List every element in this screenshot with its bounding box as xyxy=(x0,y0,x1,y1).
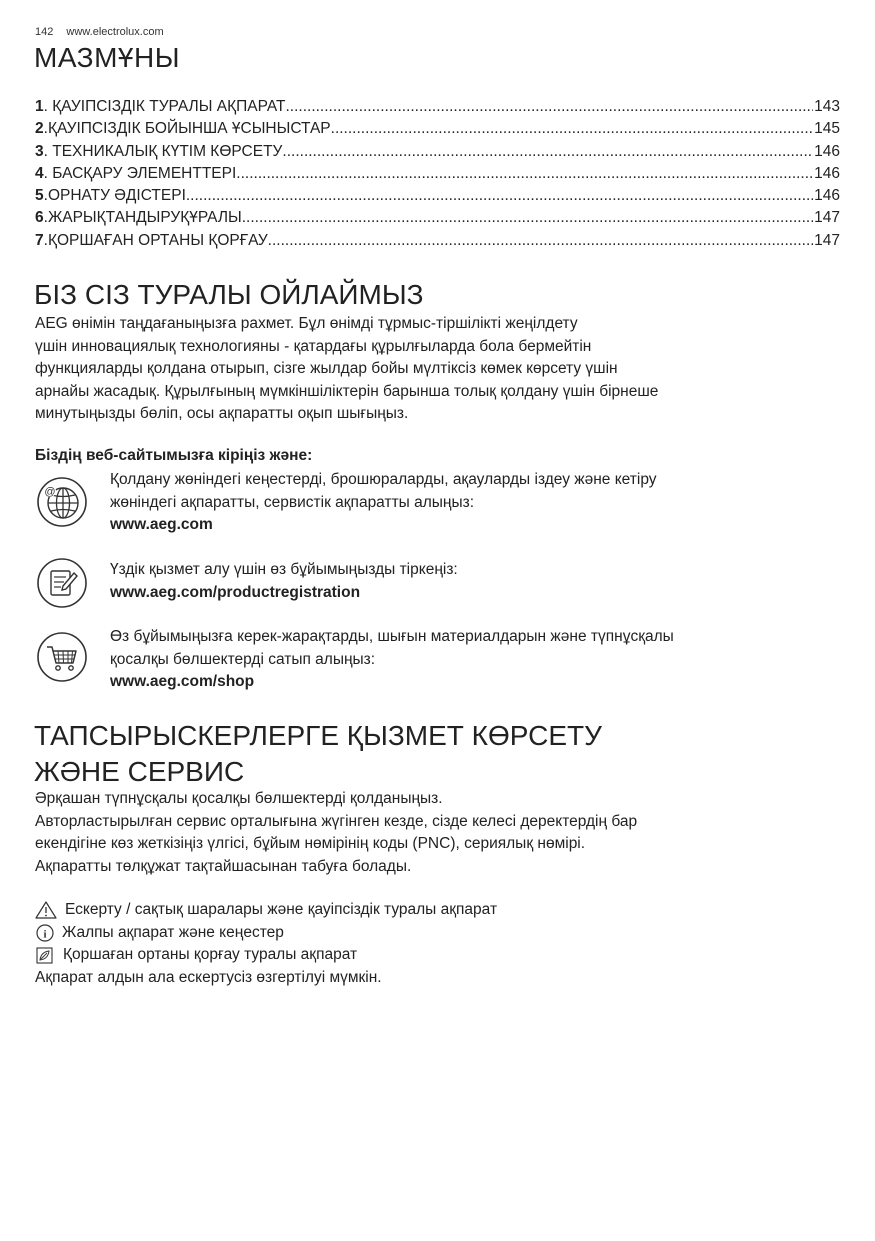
shop-link[interactable]: www.aeg.com/shop xyxy=(110,673,255,690)
aeg-website-link[interactable]: www.aeg.com xyxy=(110,516,213,533)
service-line: Әрқашан түпнұсқалы қосалқы бөлшектерді қолданыңыз. xyxy=(35,790,443,807)
shopping-cart-icon xyxy=(36,631,88,683)
legend-text: Жалпы ақпарат және кеңестер xyxy=(62,923,284,941)
table-of-contents xyxy=(35,96,840,252)
toc-page: 146 xyxy=(814,142,840,160)
legend-text: Қоршаған ортаны қорғау туралы ақпарат xyxy=(63,946,358,964)
toc-label: ҚАУІПСІЗДІК ТУРАЛЫ АҚПАРАТ xyxy=(52,98,286,115)
toc-separator: . xyxy=(43,231,48,249)
toc-page: 143 xyxy=(814,98,840,115)
service-line: Ақпаратты төлқұжат тақтайшасынан табуға болады. xyxy=(35,857,412,875)
intro-line: функцияларды қолдана отырып, сізге жылдар бойы мүлтіксіз көмек көрсету үшін xyxy=(35,360,618,378)
toc-leader xyxy=(242,207,813,229)
intro-line: AEG өнімін таңдағаныңызға рахмет. Бұл өнімді тұрмыс-тіршілікті жеңілдету xyxy=(35,315,578,332)
symbol-legend xyxy=(35,899,497,989)
toc-separator: . xyxy=(43,209,48,227)
toc-number: 6 xyxy=(35,209,44,227)
toc-number: 1 xyxy=(35,98,44,115)
service-paragraph xyxy=(35,788,825,878)
intro-line: арнайы жасадық. Құрылғының мүмкіншіліктерін барынша толық қолдану үшін бірнеше xyxy=(35,382,659,400)
toc-label: БАСҚАРУ ЭЛЕМЕНТТЕРІ xyxy=(52,164,237,182)
toc-label: ТЕХНИКАЛЫҚ КҮТІМ КӨРСЕТУ xyxy=(52,142,283,160)
service-line: екендігіне көз жеткізіңіз үлгісі, бұйым нөмірінің коды (PNC), сериялық нөмірі. xyxy=(35,835,586,853)
web-item-text: Қолдану жөніндегі кеңестерді, брошюраларды, ақауларды іздеу және кетіру xyxy=(110,471,657,488)
intro-line: үшін инновациялық технологияны - қатардағы құрылғыларда бола бермейтін xyxy=(35,337,592,355)
legend-item-info xyxy=(35,922,497,945)
toc-separator: . xyxy=(43,120,48,138)
toc-page: 145 xyxy=(814,120,840,138)
web-item-text: қосалқы бөлшектерді сатып алыңыз: xyxy=(110,650,376,668)
legend-item-environment xyxy=(35,944,497,967)
website-link[interactable]: www.electrolux.com xyxy=(66,26,164,38)
page-header xyxy=(35,26,164,38)
toc-label: ҚАУІПСІЗДІК БОЙЫНША ҰСЫНЫСТАР xyxy=(47,120,331,138)
web-item-registration xyxy=(110,559,830,604)
page-number: 142 xyxy=(35,26,54,38)
service-title-line: ЖӘНЕ СЕРВИС xyxy=(34,756,245,787)
service-title-line: ТАПСЫРЫСКЕРЛЕРГЕ ҚЫЗМЕТ КӨРСЕТУ xyxy=(34,720,602,751)
toc-item[interactable] xyxy=(35,96,840,118)
toc-item[interactable] xyxy=(35,118,840,140)
toc-leader xyxy=(331,118,813,140)
service-title xyxy=(34,718,602,790)
intro-paragraph xyxy=(35,313,825,426)
toc-label: ҚОРШАҒАН ОРТАНЫ ҚОРҒАУ xyxy=(47,231,268,249)
environment-icon xyxy=(36,947,53,964)
toc-page: 147 xyxy=(814,231,840,249)
web-item-text: жөніндегі ақпаратты, сервистік ақпаратты алыңыз: xyxy=(110,493,475,511)
toc-item[interactable] xyxy=(35,185,840,207)
registration-link[interactable]: www.aeg.com/productregistration xyxy=(110,583,361,601)
disclaimer-note: Ақпарат алдын ала ескертусіз өзгертілуі мүмкін. xyxy=(35,968,382,986)
toc-leader xyxy=(285,96,813,118)
toc-leader xyxy=(236,163,813,185)
toc-page: 147 xyxy=(814,209,840,227)
toc-item[interactable] xyxy=(35,207,840,229)
toc-separator: . xyxy=(43,98,53,115)
registration-icon xyxy=(36,557,88,609)
svg-text:i: i xyxy=(43,928,47,941)
warning-icon xyxy=(35,901,57,919)
toc-separator: . xyxy=(43,187,48,205)
toc-separator: . xyxy=(43,142,53,160)
web-item-text: Үздік қызмет алу үшін өз бұйымыңызды тіркеңіз: xyxy=(110,561,458,578)
toc-number: 2 xyxy=(35,120,44,138)
intro-line: минутыңызды бөліп, осы ақпаратты оқып шығыңыз. xyxy=(35,405,409,423)
toc-number: 4 xyxy=(35,164,44,182)
toc-item[interactable] xyxy=(35,141,840,163)
svg-text:@: @ xyxy=(44,486,56,498)
toc-page: 146 xyxy=(814,187,840,205)
toc-number: 5 xyxy=(35,187,44,205)
globe-icon xyxy=(36,476,88,528)
toc-number: 3 xyxy=(35,142,44,160)
service-line: Авторластырылған сервис орталығына жүгінген кезде, сізде келесі деректердің бар xyxy=(35,812,638,830)
toc-item[interactable] xyxy=(35,230,840,252)
toc-leader xyxy=(282,141,813,163)
contents-title: МАЗМҰНЫ xyxy=(34,42,181,73)
toc-page: 146 xyxy=(814,164,840,182)
legend-text: Ескерту / сақтық шаралары және қауіпсіздік туралы ақпарат xyxy=(65,901,498,918)
toc-leader xyxy=(268,230,813,252)
web-item-shop xyxy=(110,626,830,694)
legend-item-warning xyxy=(35,899,497,922)
toc-label: ОРНАТУ ӘДІСТЕРІ xyxy=(47,187,186,205)
info-icon xyxy=(36,924,54,942)
toc-item[interactable] xyxy=(35,163,840,185)
web-item-text: Өз бұйымыңызға керек-жарақтарды, шығын материалдарын және түпнұсқалы xyxy=(110,628,674,645)
website-heading: Біздің веб-сайтымызға кіріңіз және: xyxy=(35,447,313,464)
toc-number: 7 xyxy=(35,231,44,249)
toc-separator: . xyxy=(43,164,53,182)
toc-leader xyxy=(186,185,813,207)
web-item-guides xyxy=(110,469,830,537)
about-title: БІЗ СІЗ ТУРАЛЫ ОЙЛАЙМЫЗ xyxy=(34,279,424,310)
toc-label: ЖАРЫҚТАНДЫРУҚҰРАЛЫ xyxy=(47,209,242,227)
